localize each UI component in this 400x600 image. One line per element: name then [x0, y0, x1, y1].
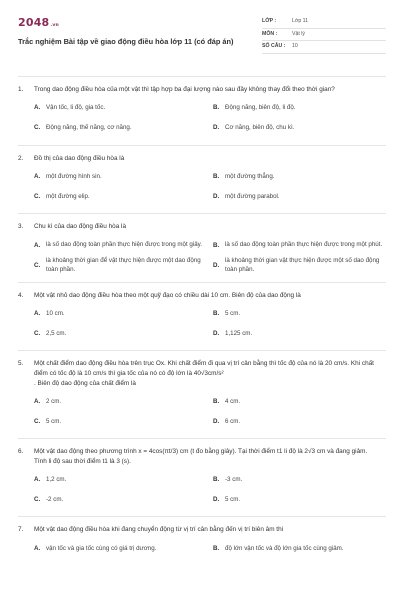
option-text: 2,5 cm.	[46, 329, 67, 337]
option-a[interactable]	[34, 392, 207, 412]
option-text: 1,125 cm.	[225, 329, 253, 337]
question-text: Một vật nhỏ dao động điều hòa theo một quỹ đạo có chiều dài 10 cm. Biên độ của dao động là	[34, 291, 301, 299]
option-key: D.	[213, 496, 220, 504]
option-text: -3 cm.	[225, 475, 243, 483]
option-a[interactable]	[34, 539, 207, 559]
options	[18, 539, 386, 559]
option-key: B.	[213, 398, 220, 406]
option-text: một đường thẳng.	[225, 172, 275, 180]
options	[18, 99, 386, 139]
question-number: 1.	[18, 86, 24, 93]
question-list	[18, 76, 386, 565]
option-b[interactable]	[213, 539, 386, 559]
option-d[interactable]	[213, 256, 386, 276]
option-a[interactable]	[34, 167, 207, 187]
option-text: 2 cm.	[46, 397, 62, 405]
option-a[interactable]	[34, 470, 207, 490]
option-text: Động năng, thế năng, cơ năng.	[46, 124, 132, 132]
question-5	[18, 350, 386, 438]
option-key: D.	[213, 193, 220, 201]
question-1	[18, 76, 386, 145]
question-text: Trong dao động điều hòa của một vật thì tập hợp ba đại lượng nào sau đây không thay đổi theo thời gian?	[34, 86, 335, 93]
options	[18, 470, 386, 510]
question-text: Chu kì của dao động điều hòa là	[34, 223, 127, 231]
question-number: 7.	[18, 526, 24, 534]
option-key: D.	[213, 261, 220, 269]
option-key: A.	[34, 104, 41, 112]
meta-value: 10	[292, 43, 298, 50]
option-d[interactable]	[213, 187, 386, 207]
option-a[interactable]	[34, 304, 207, 324]
option-a[interactable]	[34, 236, 207, 256]
option-key: B.	[213, 173, 220, 181]
option-text: là khoảng thời gian vật thực hiện được một số dao động toàn phần.	[225, 256, 380, 273]
option-text: Cơ năng, biên độ, chu kì.	[225, 124, 295, 132]
option-c[interactable]	[34, 324, 207, 344]
options	[18, 167, 386, 207]
option-text: -2 cm.	[46, 495, 64, 503]
options	[18, 236, 386, 276]
document-header	[18, 0, 386, 70]
option-key: A.	[34, 310, 41, 318]
option-key: A.	[34, 476, 41, 484]
option-d[interactable]	[213, 490, 386, 510]
option-text: một đường parabol.	[225, 192, 280, 200]
option-text: vận tốc và gia tốc cùng có giá trị dương.	[46, 544, 157, 552]
option-text: là số dao động toàn phần thực hiện được trong một phút.	[225, 241, 383, 249]
question-number: 3.	[18, 223, 24, 231]
option-text: độ lớn vận tốc và độ lớn gia tốc cùng giảm.	[225, 544, 344, 552]
meta-row-class	[262, 16, 386, 29]
option-a[interactable]	[34, 99, 207, 119]
option-c[interactable]	[34, 490, 207, 510]
option-text: 6 cm.	[225, 417, 241, 425]
option-b[interactable]	[213, 392, 386, 412]
meta-value: Vật lý	[292, 30, 306, 37]
option-text: một đường hình sin.	[46, 172, 102, 180]
option-key: C.	[34, 124, 41, 132]
question-number: 5.	[18, 360, 24, 368]
meta-table	[262, 16, 386, 70]
option-key: A.	[34, 398, 41, 406]
option-c[interactable]	[34, 256, 207, 276]
question-6	[18, 438, 386, 516]
option-text: Động năng, biên độ, li độ.	[225, 104, 296, 112]
option-key: C.	[34, 261, 41, 269]
option-key: D.	[213, 330, 220, 338]
option-b[interactable]	[213, 304, 386, 324]
question-text: Một vật dao động theo phương trình x = 4cos(πt/3) cm (t đo bằng giây). Tại thời điểm t1 li độ là 2√3 cm và đang giảm. Tính li độ sau thời điểm t1 là 3 (s).	[34, 448, 368, 465]
header-left	[18, 16, 262, 70]
option-text: Vận tốc, li độ, gia tốc.	[46, 104, 106, 112]
option-key: C.	[34, 496, 41, 504]
option-b[interactable]	[213, 99, 386, 119]
option-text: 5 cm.	[46, 417, 62, 425]
option-b[interactable]	[213, 236, 386, 256]
option-key: A.	[34, 241, 41, 249]
option-key: B.	[213, 104, 220, 112]
option-key: C.	[34, 418, 41, 426]
option-key: B.	[213, 544, 220, 552]
option-text: là khoảng thời gian để vật thực hiện được một dao động toàn phần.	[46, 256, 201, 273]
option-key: C.	[34, 193, 41, 201]
option-key: D.	[213, 124, 220, 132]
question-number: 6.	[18, 448, 24, 456]
question-text-continued: . Biên độ dao động của chất điểm là	[34, 379, 136, 387]
question-number: 4.	[18, 291, 24, 299]
option-text: 1,2 cm.	[46, 475, 67, 483]
option-key: B.	[213, 241, 220, 249]
question-text: Đồ thị của dao động điều hòa là	[34, 154, 125, 162]
option-text: là số dao động toàn phần thực hiện được trong một giây.	[46, 241, 203, 249]
option-c[interactable]	[34, 187, 207, 207]
option-d[interactable]	[213, 119, 386, 139]
meta-row-subject	[262, 29, 386, 42]
option-key: C.	[34, 330, 41, 338]
option-d[interactable]	[213, 412, 386, 432]
logo-text: 2048	[18, 16, 50, 29]
question-text: Một chất điểm dao động điều hòa trên trục Ox. Khi chất điểm đi qua vị trí cân bằng thì tốc độ của nó là 20 cm/s. Khi chất điểm có tốc độ là 10 cm/s thì gia tốc của nó có độ lớn là 40√3cm/s²	[34, 360, 374, 378]
option-text: 5 cm.	[225, 495, 241, 503]
meta-row-count	[262, 41, 386, 54]
meta-key: MÔN :	[262, 30, 278, 37]
option-key: A.	[34, 544, 41, 552]
option-text: 4 cm.	[225, 397, 241, 405]
site-logo[interactable]	[18, 16, 262, 31]
option-text: một đường elip.	[46, 192, 90, 200]
option-key: A.	[34, 173, 41, 181]
options	[18, 392, 386, 432]
page-title: Trắc nghiệm Bài tập về giao động điều hòa lớp 11 (có đáp án)	[18, 36, 234, 46]
option-text: 10 cm.	[46, 309, 65, 317]
question-2	[18, 145, 386, 214]
option-b[interactable]	[213, 470, 386, 490]
question-4	[18, 282, 386, 351]
question-number: 2.	[18, 154, 24, 162]
meta-value: Lớp 11	[292, 18, 309, 25]
option-key: B.	[213, 310, 220, 318]
question-text: Một vật dao động điều hòa khi đang chuyển động từ vị trí cân bằng đến vị trí biên âm thì	[34, 526, 284, 534]
question-3	[18, 213, 386, 282]
logo-suffix: .vn	[50, 23, 59, 28]
option-text: 5 cm.	[225, 309, 241, 317]
question-7	[18, 516, 386, 565]
meta-key: SỐ CÂU :	[262, 43, 286, 50]
option-key: D.	[213, 418, 220, 426]
option-b[interactable]	[213, 167, 386, 187]
option-key: B.	[213, 476, 220, 484]
option-c[interactable]	[34, 119, 207, 139]
option-d[interactable]	[213, 324, 386, 344]
options	[18, 304, 386, 344]
meta-key: LỚP :	[262, 18, 277, 25]
option-c[interactable]	[34, 412, 207, 432]
